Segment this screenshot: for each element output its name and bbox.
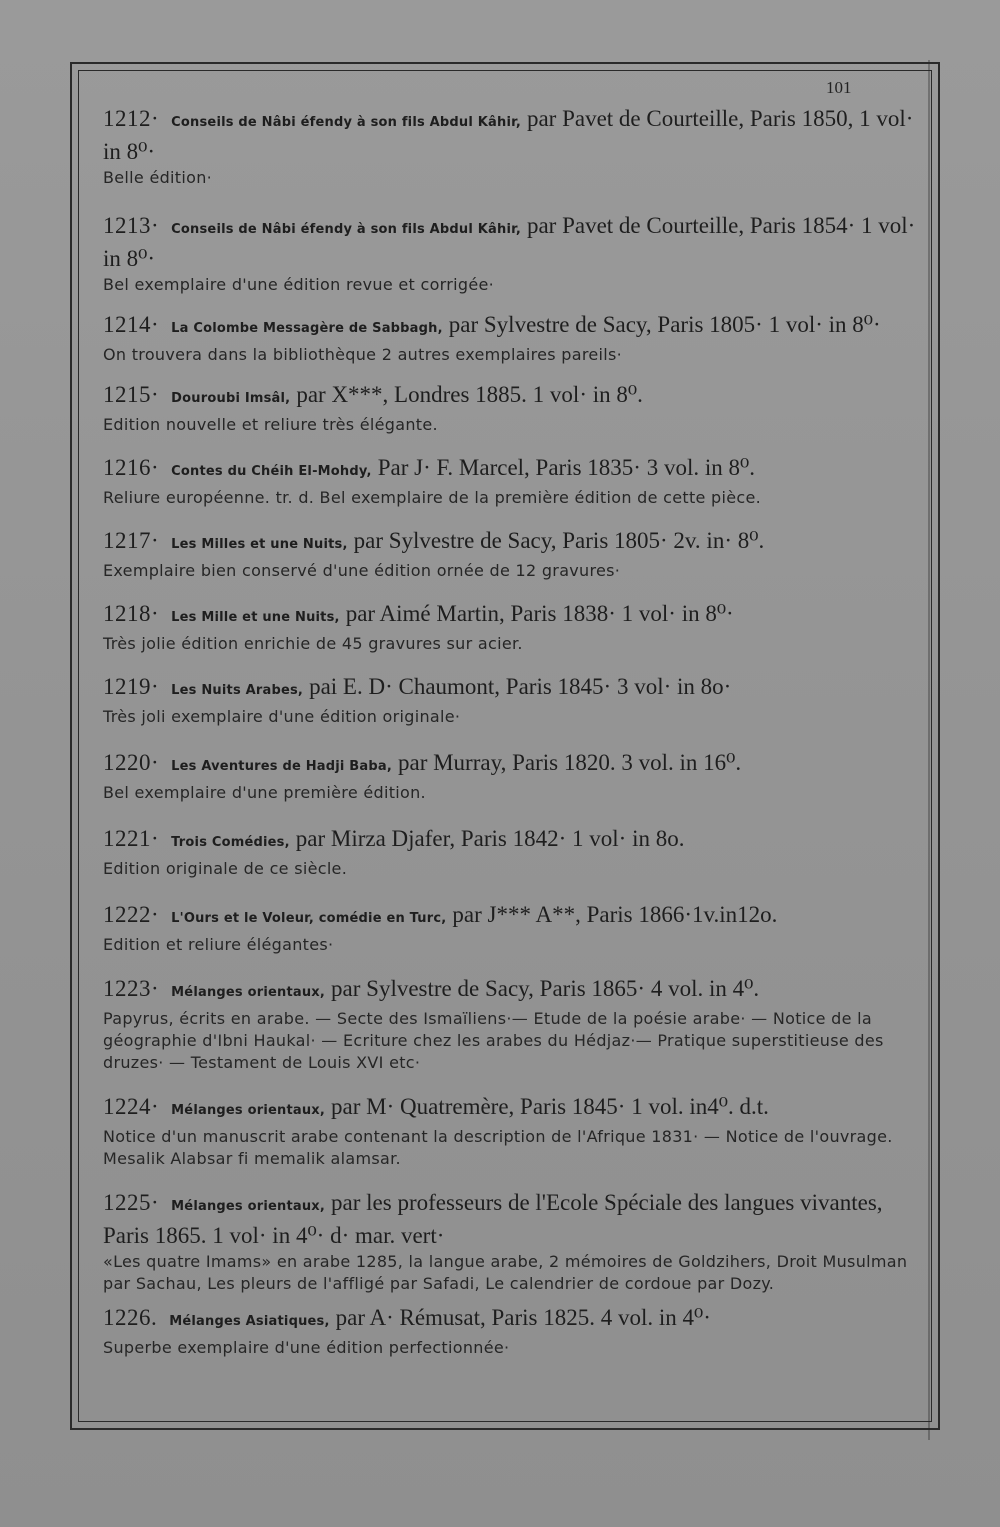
entry-note: Notice d'un manuscrit arabe contenant la description de l'Afrique 1831· — Notice de l'ouvrage. Mesalik Alabsar fi memalik alamsar.	[103, 1127, 893, 1168]
catalog-entry	[103, 380, 921, 436]
entry-heading	[103, 380, 921, 413]
entry-title: Mélanges orientaux,	[171, 1199, 326, 1214]
entry-title: Trois Comédies,	[171, 835, 290, 850]
entry-details: par Murray, Paris 1820. 3 vol. in 16⁰.	[397, 750, 742, 775]
catalog-entry	[103, 104, 921, 189]
page-number: 101	[826, 78, 852, 97]
catalog-entry	[103, 526, 921, 582]
entry-number: 1214·	[103, 312, 160, 337]
entry-number: 1220·	[103, 750, 160, 775]
entry-title: Mélanges orientaux,	[171, 1103, 326, 1118]
entry-details: par Mirza Djafer, Paris 1842· 1 vol· in 8o.	[295, 826, 685, 851]
entry-number: 1222·	[103, 902, 160, 927]
entry-note: Superbe exemplaire d'une édition perfectionnée·	[103, 1338, 510, 1357]
entry-details: par Aimé Martin, Paris 1838· 1 vol· in 8⁰·	[345, 601, 734, 626]
catalog-entry	[103, 310, 921, 366]
entry-number: 1224·	[103, 1094, 160, 1119]
entry-heading	[103, 1188, 921, 1250]
catalog-entries	[103, 104, 921, 1359]
entry-details: par Sylvestre de Sacy, Paris 1805· 2v. in· 8⁰.	[353, 528, 765, 553]
catalog-entry	[103, 1188, 921, 1295]
catalog-entry	[103, 1303, 921, 1359]
entry-heading	[103, 672, 921, 705]
entry-note: Papyrus, écrits en arabe. — Secte des Ismaïliens·— Etude de la poésie arabe· — Notice de la géographie d'Ibni Haukal· — Ecriture chez les arabes du Hédjaz·— Pratique superstitieuse des druzes· — Testament de Louis XVI etc·	[103, 1009, 884, 1072]
entry-details: par J*** A**, Paris 1866·1v.in12o.	[452, 902, 778, 927]
entry-details: Par J· F. Marcel, Paris 1835· 3 vol. in 8⁰.	[377, 455, 755, 480]
catalog-entry	[103, 453, 921, 509]
catalog-entry	[103, 1092, 921, 1170]
entry-title: Mélanges orientaux,	[171, 985, 326, 1000]
entry-note: Exemplaire bien conservé d'une édition ornée de 12 gravures·	[103, 561, 621, 580]
entry-number: 1219·	[103, 674, 160, 699]
entry-details: par Sylvestre de Sacy, Paris 1865· 4 vol. in 4⁰.	[331, 976, 760, 1001]
entry-number: 1226.	[103, 1305, 158, 1330]
entry-title: Contes du Chéih El-Mohdy,	[171, 464, 372, 479]
entry-note: Belle édition·	[103, 168, 213, 187]
catalog-entry	[103, 824, 921, 880]
entry-note: Très joli exemplaire d'une édition originale·	[103, 707, 461, 726]
entry-note: On trouvera dans la bibliothèque 2 autres exemplaires pareils·	[103, 345, 623, 364]
entry-details: par M· Quatremère, Paris 1845· 1 vol. in4⁰. d.t.	[331, 1094, 769, 1119]
entry-title: Douroubi Imsâl,	[171, 391, 291, 406]
catalog-entry	[103, 672, 921, 728]
entry-heading	[103, 900, 921, 933]
catalog-entry	[103, 974, 921, 1074]
entry-details: par les professeurs de l'Ecole Spéciale des langues vivantes, Paris 1865. 1 vol· in 4⁰· d· mar. vert·	[103, 1190, 883, 1248]
entry-number: 1221·	[103, 826, 160, 851]
entry-note: Très jolie édition enrichie de 45 gravures sur acier.	[103, 634, 523, 653]
page-fold-line	[928, 60, 930, 1440]
entry-title: Les Aventures de Hadji Baba,	[171, 759, 392, 774]
entry-title: Les Nuits Arabes,	[171, 683, 304, 698]
entry-note: «Les quatre Imams» en arabe 1285, la langue arabe, 2 mémoires de Goldzihers, Droit Musulman par Sachau, Les pleurs de l'affligé par Safadi, Le calendrier de cordoue par Dozy.	[103, 1252, 908, 1293]
entry-heading	[103, 453, 921, 486]
entry-number: 1216·	[103, 455, 160, 480]
entry-note: Bel exemplaire d'une édition revue et corrigée·	[103, 275, 495, 294]
entry-note: Edition nouvelle et reliure très élégante.	[103, 415, 438, 434]
entry-heading	[103, 599, 921, 632]
entry-number: 1213·	[103, 213, 160, 238]
entry-heading	[103, 824, 921, 857]
catalog-entry	[103, 211, 921, 296]
entry-number: 1215·	[103, 382, 160, 407]
entry-title: L'Ours et le Voleur, comédie en Turc,	[171, 911, 447, 926]
catalog-entry	[103, 599, 921, 655]
entry-heading	[103, 310, 921, 343]
entry-number: 1217·	[103, 528, 160, 553]
entry-title: Conseils de Nâbi éfendy à son fils Abdul Kâhir,	[171, 115, 521, 130]
entry-heading	[103, 1303, 921, 1336]
entry-note: Edition originale de ce siècle.	[103, 859, 348, 878]
entry-details: par Sylvestre de Sacy, Paris 1805· 1 vol· in 8⁰·	[448, 312, 881, 337]
entry-note: Edition et reliure élégantes·	[103, 935, 334, 954]
entry-note: Bel exemplaire d'une première édition.	[103, 783, 426, 802]
entry-heading	[103, 526, 921, 559]
entry-heading	[103, 211, 921, 273]
catalog-entry	[103, 748, 921, 804]
entry-number: 1212·	[103, 106, 160, 131]
entry-note: Reliure européenne. tr. d. Bel exemplaire de la première édition de cette pièce.	[103, 488, 762, 507]
entry-heading	[103, 974, 921, 1007]
entry-number: 1218·	[103, 601, 160, 626]
entry-details: par X***, Londres 1885. 1 vol· in 8⁰.	[296, 382, 643, 407]
entry-title: Mélanges Asiatiques,	[169, 1314, 330, 1329]
entry-details: par A· Rémusat, Paris 1825. 4 vol. in 4⁰·	[335, 1305, 711, 1330]
entry-number: 1225·	[103, 1190, 160, 1215]
entry-heading	[103, 748, 921, 781]
entry-details: pai E. D· Chaumont, Paris 1845· 3 vol· in 8o·	[309, 674, 732, 699]
catalog-entry	[103, 900, 921, 956]
entry-title: Les Mille et une Nuits,	[171, 610, 340, 625]
entry-title: Les Milles et une Nuits,	[171, 537, 348, 552]
entry-title: La Colombe Messagère de Sabbagh,	[171, 321, 443, 336]
entry-details: par Pavet de Courteille, Paris 1854· 1 vol· in 8⁰·	[103, 213, 916, 271]
entry-heading	[103, 104, 921, 166]
entry-details: par Pavet de Courteille, Paris 1850, 1 vol· in 8⁰·	[103, 106, 914, 164]
entry-number: 1223·	[103, 976, 160, 1001]
entry-title: Conseils de Nâbi éfendy à son fils Abdul Kâhir,	[171, 222, 521, 237]
entry-heading	[103, 1092, 921, 1125]
